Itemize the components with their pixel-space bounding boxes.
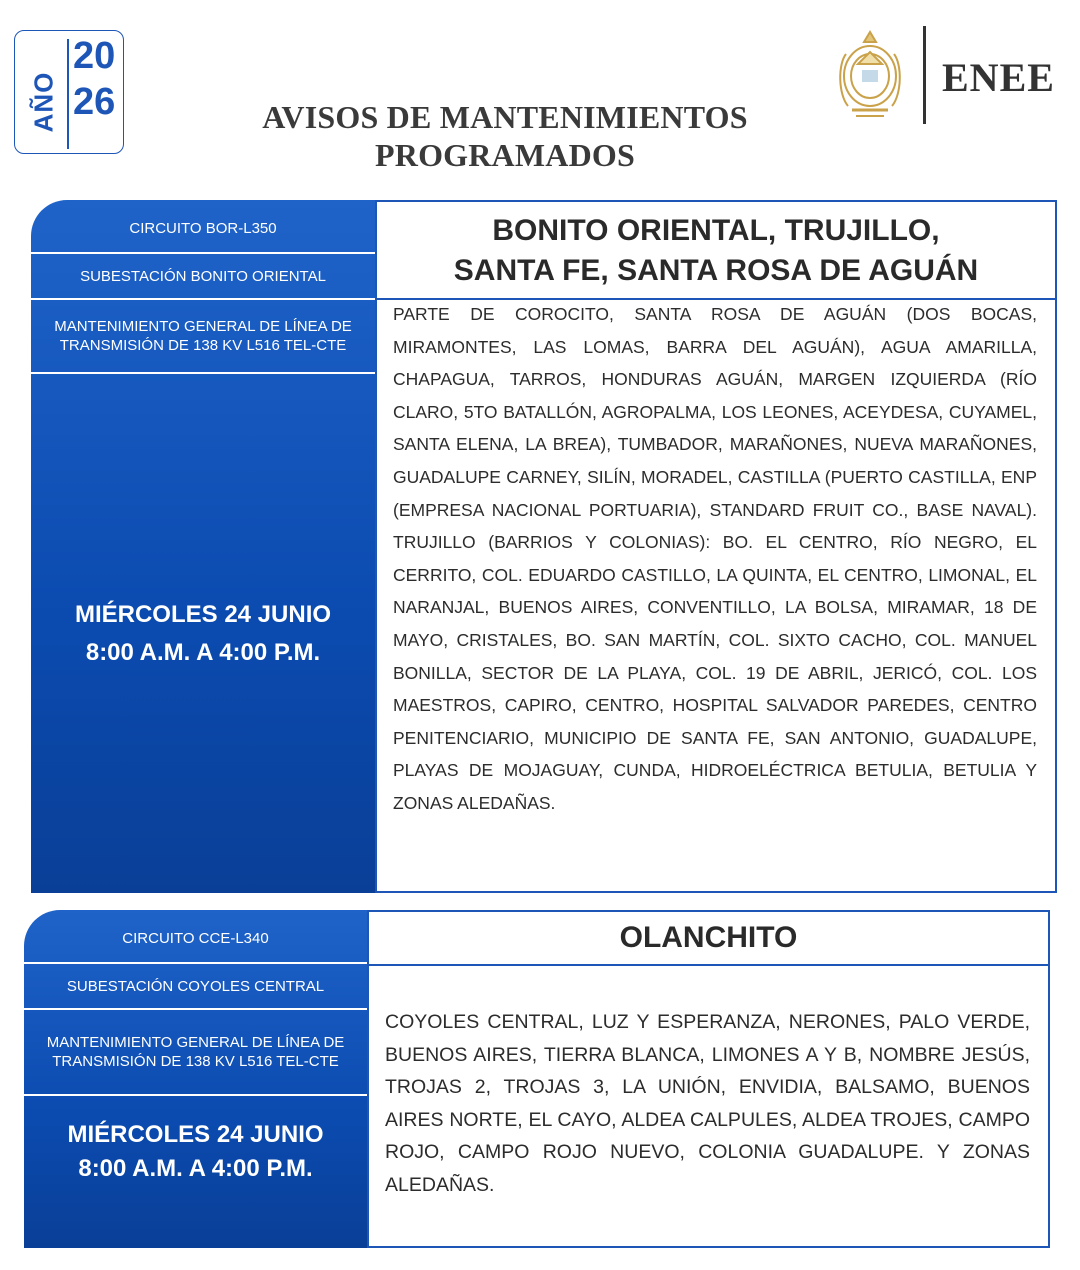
notice-2-area xyxy=(369,912,1048,966)
logo-divider xyxy=(923,26,926,124)
notice-1-time: 8:00 A.M. A 4:00 P.M. xyxy=(85,638,321,666)
notice-1-substation: SUBESTACIÓN BONITO ORIENTAL xyxy=(31,254,375,300)
year-badge-top: 20 xyxy=(73,35,116,77)
notice-2-substation: SUBESTACIÓN COYOLES CENTRAL xyxy=(24,964,367,1010)
notice-2-sidebar xyxy=(24,910,367,1248)
notice-1-area xyxy=(377,202,1055,300)
notice-2-zones: COYOLES CENTRAL, LUZ Y ESPERANZA, NERONES, PALO VERDE, BUENOS AIRES, TIERRA BLANCA, LIMONES A Y B, NOMBRE JESÚS, TROJAS 2, TROJAS 3, LA UNIÓN, ENVIDIA, BALSAMO, BUENOS AIRES NORTE, EL CAYO, ALDEA CALPULES, ALDEA TROJES, CAMPO ROJO, CAMPO ROJO NUEVO, COLONIA GUADALUPE. Y ZONAS ALEDAÑAS. xyxy=(385,1011,1030,1196)
notice-2-work: MANTENIMIENTO GENERAL DE LÍNEA DE TRANSMISIÓN DE 138 KV L516 TEL-CTE xyxy=(24,1010,367,1096)
notice-1-date: MIÉRCOLES 24 JUNIO xyxy=(74,600,332,628)
notice-card-1 xyxy=(31,200,1057,893)
notice-1-area-line1: BONITO ORIENTAL, TRUJILLO, xyxy=(492,214,940,247)
notice-1-content xyxy=(375,200,1057,893)
notice-2-content xyxy=(367,910,1050,1248)
honduras-coat-of-arms-icon xyxy=(828,24,912,124)
page-title xyxy=(200,98,810,174)
notice-1-area-line2: SANTA FE, SANTA ROSA DE AGUÁN xyxy=(453,254,979,287)
year-badge-bottom: 26 xyxy=(73,81,116,123)
notice-2-circuit: CIRCUITO CCE-L340 xyxy=(24,910,367,964)
year-badge-divider xyxy=(67,39,69,149)
page-title-line1: AVISOS DE MANTENIMIENTOS xyxy=(262,99,748,135)
notice-2-date: MIÉRCOLES 24 JUNIO xyxy=(67,1121,324,1148)
notice-1-work: MANTENIMIENTO GENERAL DE LÍNEA DE TRANSMISIÓN DE 138 KV L516 TEL-CTE xyxy=(31,300,375,374)
notice-2-time: 8:00 A.M. A 4:00 P.M. xyxy=(78,1155,313,1182)
notice-1-sidebar xyxy=(31,200,375,893)
notice-2-schedule xyxy=(24,1096,367,1248)
year-badge xyxy=(14,30,124,154)
notice-card-2 xyxy=(24,910,1050,1248)
year-badge-ano: AÑO xyxy=(28,71,59,133)
enee-logo-text: ENEE xyxy=(942,55,1055,100)
notice-2-area-line1: OLANCHITO xyxy=(619,921,798,954)
notice-1-schedule xyxy=(31,374,375,893)
page-title-line2: PROGRAMADOS xyxy=(375,137,635,173)
notice-1-zones: PARTE DE COROCITO, SANTA ROSA DE AGUÁN (DOS BOCAS, MIRAMONTES, LAS LOMAS, BARRA DEL AGUÁN), AGUA AMARILLA, CHAPAGUA, TARROS, HONDURAS AGUÁN, MARGEN IZQUIERDA (RÍO CLARO, 5TO BATALLÓN, AGROPALMA, LOS LEONES, ACEYDESA, CUYAMEL, SANTA ELENA, LA BREA), TUMBADOR, MARAÑONES, NUEVA MARAÑONES, GUADALUPE CARNEY, SILÍN, MORADEL, CASTILLA (PUERTO CASTILLA, ENP (EMPRESA NACIONAL PORTUARIA), STANDARD FRUIT CO., BASE NAVAL). TRUJILLO (BARRIOS Y COLONIAS): BO. EL CENTRO, RÍO NEGRO, EL CERRITO, COL. EDUARDO CASTILLO, LA QUINTA, EL CENTRO, LIMONAL, EL NARANJAL, BUENOS AIRES, CONVENTILLO, LA BOLSA, MIRAMAR, 18 DE MAYO, CRISTALES, BO. SAN MARTÍN, COL. SIXTO CACHO, COL. MANUEL BONILLA, SECTOR DE LA PLAYA, COL. 19 DE ABRIL, JERICÓ, COL. LOS MAESTROS, CAPIRO, CENTRO, HOSPITAL SALVADOR PAREDES, CENTRO PENITENCIARIO, MUNICIPIO DE SANTA FE, SAN ANTONIO, GUADALUPE, PLAYAS DE MOJAGUAY, CUNDA, HIDROELÉCTRICA BETULIA, BETULIA Y ZONAS ALEDAÑAS. xyxy=(393,304,1037,813)
notice-1-circuit: CIRCUITO BOR-L350 xyxy=(31,200,375,254)
